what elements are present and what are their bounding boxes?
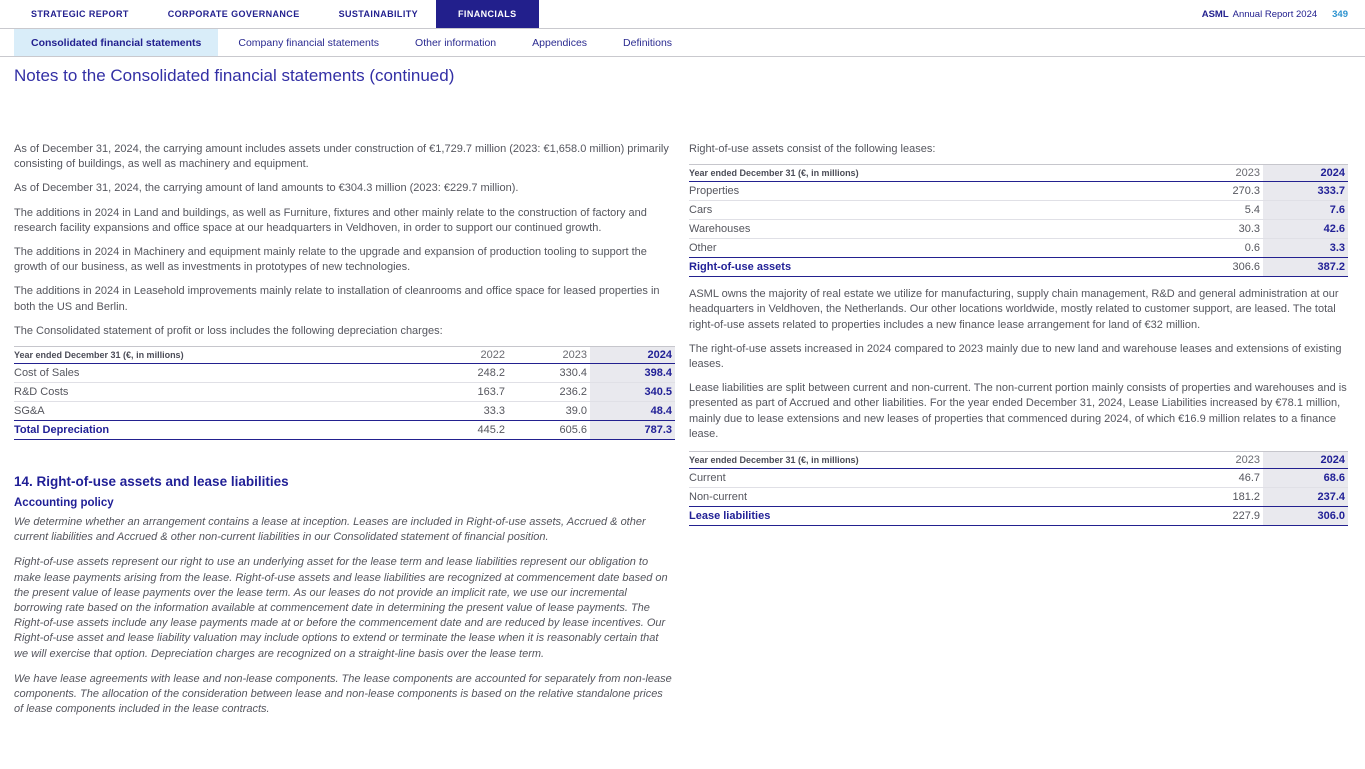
row-label: Non-current xyxy=(689,491,748,504)
year-header-cell: 2024 xyxy=(590,347,675,364)
nav-item-strategic-report[interactable]: STRATEGIC REPORT xyxy=(31,9,129,19)
value-cell: 5.4 xyxy=(1181,201,1263,220)
year-header-cell: 2024 xyxy=(1263,452,1348,469)
row-label: Current xyxy=(689,469,1181,488)
value-cell: 46.7 xyxy=(1181,469,1263,488)
tab-company-financial-statements[interactable]: Company financial statements xyxy=(238,36,380,49)
total-value-cell: 605.6 xyxy=(508,421,590,440)
lease-liabilities-table xyxy=(689,451,1348,526)
paragraph: ASML owns the majority of real estate we utilize for manufacturing, supply chain management, R&D and general administration at our headquarters in Veldhoven, the Netherlands. Our other locations worldwide, mostly related to customer support, are leased. The total right-of-use assets related to properties includes a new finance lease arrangement for land of €32 million. xyxy=(689,288,1339,331)
table-row xyxy=(689,488,1348,507)
value-cell: 68.6 xyxy=(1263,469,1348,488)
note-14-heading: 14. Right-of-use assets and lease liabilities xyxy=(14,474,289,490)
depreciation-table xyxy=(14,346,675,440)
depreciation-table-intro: The Consolidated statement of profit or loss includes the following depreciation charges: xyxy=(14,324,443,337)
row-label: Warehouses xyxy=(689,220,1181,239)
table-total-row xyxy=(689,258,1348,277)
table-row xyxy=(14,364,675,383)
value-cell: 236.2 xyxy=(508,383,590,402)
brand-name: ASML xyxy=(1201,8,1229,20)
tab-definitions[interactable]: Definitions xyxy=(623,36,673,49)
page-number: 349 xyxy=(1332,8,1348,20)
year-header-cell: 2024 xyxy=(1263,165,1348,182)
sub-nav xyxy=(0,29,1365,57)
total-label: Lease liabilities xyxy=(689,507,1181,526)
value-cell: 181.2 xyxy=(1232,491,1260,504)
paragraph: The right-of-use assets increased in 2024 compared to 2023 mainly due to new land and warehouse leases and extensions of existing leases. xyxy=(689,342,1342,371)
value-cell: 333.7 xyxy=(1263,182,1348,201)
accounting-policy-heading: Accounting policy xyxy=(14,497,114,510)
paragraph: We have lease agreements with lease and non-lease components. The lease components are accounted for separately from non-lease components. The allocation of the consideration between lease and non-lease components is based on the relative standalone prices of lease components included in the lease contracts. xyxy=(14,672,672,716)
value-cell: 398.4 xyxy=(590,364,675,383)
right-of-use-assets-table xyxy=(689,164,1348,277)
left-paragraphs xyxy=(14,142,675,315)
table-row xyxy=(14,402,675,421)
paragraph: Right-of-use assets represent our right to use an underlying asset for the lease term and lease liabilities represent our obligation to make lease payments arising from the lease. Right-of-use assets and lease liabilities are recognized at commencement date based on the present value of lease payments over the lease term. As our leases do not provide an implicit rate, we use our incremental borrowing rate based on the information available at commencement date in determining the present value of lease payments. The Right-of-use assets include any lease payments made at or before the commencement date and are reduced by lease incentives. Our Right-of-use asset and lease liability valuation may include options to extend or terminate the lease when it is reasonably certain that we will exercise that option. Depreciation charges are recognized on a straight-line basis over the lease term. xyxy=(14,556,668,660)
paragraph: As of December 31, 2024, the carrying amount of land amounts to €304.3 million (2023: €229.7 million). xyxy=(14,182,519,195)
row-label: SG&A xyxy=(14,405,45,418)
paragraph: The additions in 2024 in Land and buildings, as well as Furniture, fixtures and other mainly relate to the construction of factory and research facility expansions and office space at our headquarters in Veldhoven, in order to support our continued growth. xyxy=(14,206,647,234)
nav-item-sustainability[interactable]: SUSTAINABILITY xyxy=(338,9,419,19)
nav-item-corporate-governance[interactable]: CORPORATE GOVERNANCE xyxy=(167,9,300,19)
value-cell: 30.3 xyxy=(1181,220,1263,239)
total-value-cell: 306.6 xyxy=(1181,258,1263,277)
table-caption-cell: Year ended December 31 (€, in millions) xyxy=(14,347,426,364)
table-header-row xyxy=(689,165,1348,182)
value-cell: 0.6 xyxy=(1244,242,1260,255)
right-paragraphs xyxy=(689,287,1348,442)
report-title: Annual Report 2024 xyxy=(1232,8,1318,20)
paragraph: The additions in 2024 in Machinery and equipment mainly relate to the upgrade and expansion of production tooling to support the growth of our business, as well as investments in prototypes of new technologies. xyxy=(14,246,647,274)
table-caption-cell: Year ended December 31 (€, in millions) xyxy=(689,165,1181,182)
value-cell: 340.5 xyxy=(590,383,675,402)
row-label: Properties xyxy=(689,182,1181,201)
row-label: Cars xyxy=(689,201,1181,220)
year-header-cell: 2023 xyxy=(508,347,590,364)
table-caption-cell: Year ended December 31 (€, in millions) xyxy=(689,452,1181,469)
row-label: Other xyxy=(689,242,717,255)
tab-consolidated-financial-statements[interactable]: Consolidated financial statements xyxy=(14,29,218,56)
left-column xyxy=(14,142,675,727)
nav-item-financials[interactable]: FINANCIALS xyxy=(436,0,539,28)
total-label: Total Depreciation xyxy=(14,421,426,440)
tab-appendices[interactable]: Appendices xyxy=(532,36,588,49)
total-value-cell: 445.2 xyxy=(426,421,508,440)
table-row xyxy=(689,469,1348,488)
row-label: R&D Costs xyxy=(14,383,426,402)
total-label: Right-of-use assets xyxy=(689,258,1181,277)
table-total-row xyxy=(689,507,1348,526)
value-cell: 7.6 xyxy=(1263,201,1348,220)
row-label: Cost of Sales xyxy=(14,364,426,383)
total-value-cell: 306.0 xyxy=(1263,507,1348,526)
value-cell: 248.2 xyxy=(426,364,508,383)
value-cell: 39.0 xyxy=(565,405,587,418)
value-cell: 42.6 xyxy=(1263,220,1348,239)
value-cell: 33.3 xyxy=(483,405,505,418)
paragraph: We determine whether an arrangement contains a lease at inception. Leases are included in Right-of-use assets, Accrued & other current liabilities and Accrued & other non-current liabilities in our Consolidated statement of financial position. xyxy=(14,516,646,544)
table-header-row xyxy=(689,452,1348,469)
paragraph: As of December 31, 2024, the carrying amount includes assets under construction of €1,729.7 million (2023: €1,658.0 million) primarily consisting of buildings, as well as machinery and equipment. xyxy=(14,143,669,171)
year-header-cell: 2023 xyxy=(1181,452,1263,469)
value-cell: 270.3 xyxy=(1181,182,1263,201)
paragraph: The additions in 2024 in Leasehold improvements mainly relate to installation of cleanrooms and office space for leased properties in both the US and Berlin. xyxy=(14,285,660,313)
total-value-cell: 787.3 xyxy=(590,421,675,440)
table-header-row xyxy=(14,347,675,364)
value-cell: 237.4 xyxy=(1263,488,1348,507)
table-row xyxy=(689,182,1348,201)
right-column xyxy=(689,142,1348,727)
top-nav xyxy=(0,0,1365,29)
table-row xyxy=(14,383,675,402)
page-title: Notes to the Consolidated financial statements (continued) xyxy=(14,66,455,85)
paragraph: Lease liabilities are split between current and non-current. The non-current portion mainly consists of properties and warehouses and is presented as part of Accrued and other liabilities. For the year ended December 31, 2024, Lease Liabilities increased by €78.1 million, mainly due to lease extensions and new leases of properties that commenced during 2024, of which €16.9 million relates to a finance lease. xyxy=(689,382,1347,440)
table-row xyxy=(689,239,1348,258)
report-brand xyxy=(1202,0,1365,28)
total-value-cell: 227.9 xyxy=(1181,507,1263,526)
rou-table-intro: Right-of-use assets consist of the following leases: xyxy=(689,143,936,155)
year-header-cell: 2022 xyxy=(426,347,508,364)
content-area xyxy=(0,142,1365,727)
year-header-cell: 2023 xyxy=(1181,165,1263,182)
value-cell: 330.4 xyxy=(508,364,590,383)
table-total-row xyxy=(14,421,675,440)
value-cell: 48.4 xyxy=(590,402,675,421)
total-value-cell: 387.2 xyxy=(1263,258,1348,277)
accounting-policy-paragraphs xyxy=(14,515,675,717)
table-row xyxy=(689,220,1348,239)
table-row xyxy=(689,201,1348,220)
tab-other-information[interactable]: Other information xyxy=(415,36,497,49)
value-cell: 3.3 xyxy=(1263,239,1348,258)
value-cell: 163.7 xyxy=(426,383,508,402)
